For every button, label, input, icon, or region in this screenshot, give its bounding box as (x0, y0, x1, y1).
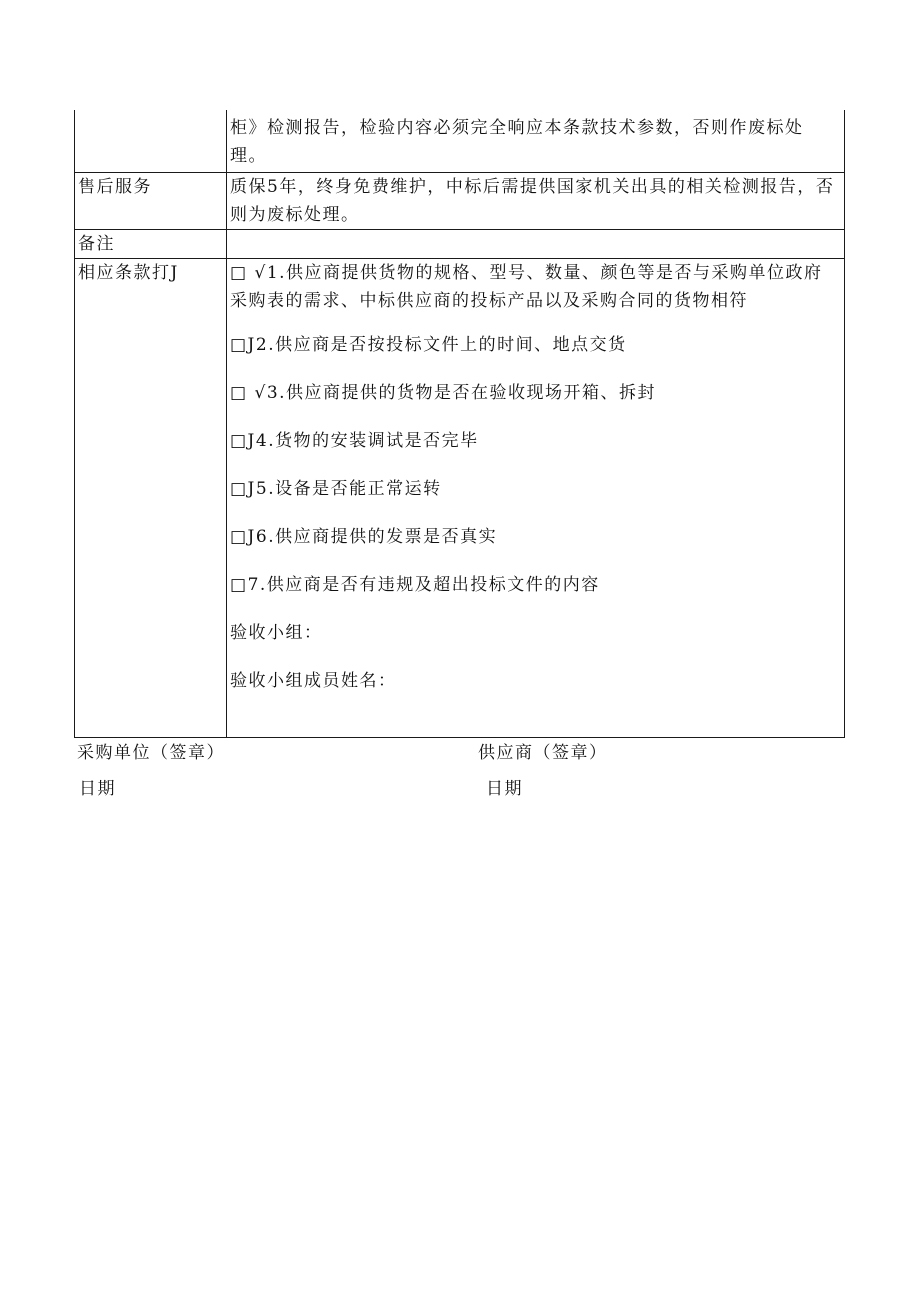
table-row (75, 259, 845, 738)
after-sales-text: 质保5年，终身免费维护，中标后需提供国家机关出具的相关检测报告，否则为废标处理。 (230, 177, 835, 225)
checklist-item-text: 7.供应商是否有违规及超出投标文件的内容 (247, 575, 600, 595)
check-mark[interactable]: □J (230, 431, 256, 451)
continuation-text: 柜》检测报告，检验内容必须完全响应本条款技术参数，否则作废标处理。 (230, 118, 804, 166)
buyer-signature-label: 采购单位（签章） (77, 743, 225, 763)
checklist-content (227, 259, 845, 738)
row-label (75, 110, 227, 173)
acceptance-members-label: 验收小组成员姓名： (230, 671, 397, 691)
checklist-item (230, 523, 840, 551)
checklist-item-text: 5.设备是否能正常运转 (255, 479, 442, 499)
row-label-after-sales: 售后服务 (75, 173, 227, 230)
checklist-item (230, 571, 840, 599)
row-content (227, 173, 845, 230)
acceptance-table (74, 110, 845, 738)
row-content (227, 110, 845, 173)
check-mark[interactable]: □J (230, 527, 256, 547)
checklist-item (230, 259, 840, 315)
check-mark[interactable]: □ √ (230, 263, 267, 283)
checklist-item (230, 331, 840, 359)
table-row (75, 230, 845, 259)
table-row (75, 173, 845, 230)
checklist-item-text: 3.供应商提供的货物是否在验收现场开箱、拆封 (266, 383, 657, 403)
check-mark[interactable]: □ (230, 575, 248, 595)
table-row (75, 110, 845, 173)
checklist-item-text: 6.供应商提供的发票是否真实 (255, 527, 498, 547)
checklist-item-text: 2.供应商是否按投标文件上的时间、地点交货 (255, 335, 627, 355)
buyer-date-label: 日期 (79, 779, 116, 799)
supplier-signature-label: 供应商（签章） (478, 743, 608, 763)
supplier-date-label: 日期 (486, 779, 523, 799)
row-label-remarks: 备注 (75, 230, 227, 259)
checklist-item (230, 427, 840, 455)
check-mark[interactable]: □J (230, 335, 256, 355)
check-mark[interactable]: □J (230, 479, 256, 499)
checklist-item (230, 379, 840, 407)
remarks-content (227, 230, 845, 259)
checklist-item-text: 4.货物的安装调试是否完毕 (255, 431, 479, 451)
checklist-item (230, 475, 840, 503)
acceptance-group-label: 验收小组： (230, 623, 323, 643)
check-mark[interactable]: □ √ (230, 383, 267, 403)
checklist-item-text: 1.供应商提供货物的规格、型号、数量、颜色等是否与采购单位政府采购表的需求、中标供应商的投标产品以及采购合同的货物相符 (230, 263, 823, 311)
row-label-checklist: 相应条款打J (75, 259, 227, 738)
